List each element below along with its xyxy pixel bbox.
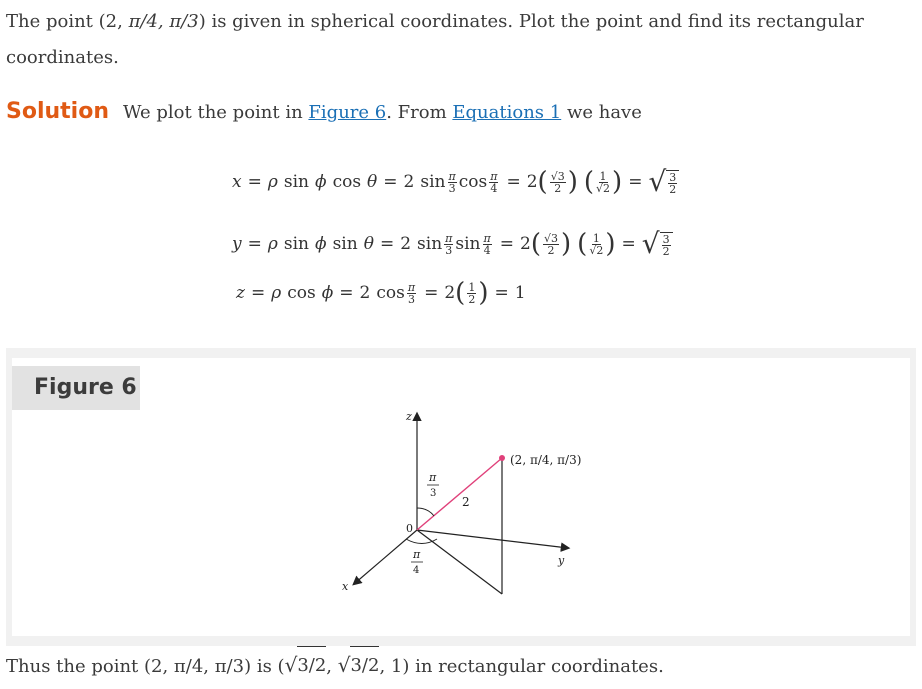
phi-arc: [417, 508, 434, 516]
eq-sign: =: [383, 172, 398, 192]
phi-angle-den: 3: [430, 488, 437, 499]
eq-sign: =: [247, 172, 262, 192]
theta-symbol: θ: [367, 172, 378, 192]
figure-6-frame: [6, 348, 916, 646]
conclusion-text-2: , 1) in rectangular coordinates.: [379, 656, 664, 677]
eq-sign: =: [379, 234, 395, 254]
eq-sign: =: [424, 283, 439, 303]
solution-intro: [6, 94, 642, 131]
pi-over-4: π 4: [490, 169, 498, 195]
problem-statement: [6, 4, 906, 76]
sin-label: sin: [283, 172, 309, 192]
y-axis: [417, 530, 568, 548]
cos-label: cos: [332, 172, 362, 192]
theta-angle-den: 4: [413, 565, 420, 576]
rho-value: 2: [403, 172, 415, 192]
theta-symbol: θ: [363, 234, 374, 254]
coefficient: 2: [526, 172, 538, 192]
sin-label: sin: [417, 234, 443, 254]
sin-label: sin: [420, 172, 446, 192]
rho-symbol: ρ: [271, 283, 282, 303]
rho-symbol: ρ: [267, 234, 278, 254]
x-axis: [354, 530, 420, 584]
eq-sign: =: [628, 172, 643, 192]
one-half: 1 2: [468, 280, 476, 306]
cos-label: cos: [458, 172, 488, 192]
pi-over-3: π 3: [407, 280, 416, 306]
projection-line: [417, 530, 502, 594]
spherical-coords-diagram: [12, 358, 910, 636]
y-var: y: [232, 234, 242, 254]
conclusion-sep: ,: [326, 656, 338, 677]
eq-sign: =: [506, 172, 521, 192]
cos-label: cos: [376, 283, 405, 303]
figure-6-panel: [12, 358, 910, 636]
problem-text-2: ) is given in spherical coordinates. Plot the point and find its rectangular coordinates.: [6, 11, 864, 68]
cos-label: cos: [287, 283, 316, 303]
phi-symbol: ϕ: [321, 283, 334, 303]
solution-text-3: we have: [561, 102, 642, 123]
equation-z: z = ρ cos ϕ = 2 cos π 3 = 2 ( 1 2 ) = 1: [236, 278, 526, 308]
y-axis-label: y: [558, 554, 565, 567]
pi-over-4: π 4: [483, 231, 491, 257]
theta-angle-num: π: [413, 548, 421, 561]
result-sqrt-3-over-2: √ $\frac{3}{2}$: [648, 168, 679, 196]
phi-symbol: ϕ: [314, 172, 327, 192]
problem-text-1: The point (2,: [6, 11, 129, 32]
solution-text-2: . From: [386, 102, 453, 123]
solution-label: Solution: [6, 99, 109, 124]
equations-1-link[interactable]: Equations 1: [452, 102, 562, 123]
eq-sign: =: [250, 283, 266, 303]
eq-sign: =: [339, 283, 354, 303]
pi-over-3: π 3: [445, 231, 453, 257]
rho-symbol: ρ: [267, 172, 278, 192]
eq-sign: =: [247, 234, 262, 254]
coefficient: 2: [444, 283, 456, 303]
z-axis-label: z: [406, 410, 412, 423]
eq-sign: =: [494, 283, 509, 303]
theta-arc: [406, 539, 437, 544]
conclusion-sqrt-1: √ 3/2: [285, 646, 327, 684]
point-marker: [499, 455, 505, 461]
conclusion-radicand-1: 3/2: [297, 646, 326, 684]
solution-text-1: We plot the point in: [123, 102, 309, 123]
rho-value: 2: [359, 283, 371, 303]
one-over-sqrt2: 1 √2: [589, 231, 604, 257]
origin-label: 0: [406, 522, 413, 535]
rho-label: 2: [462, 495, 470, 509]
coefficient: 2: [520, 234, 531, 254]
result-sqrt-3-over-2: √ $\frac{3}{2}$: [642, 230, 673, 258]
conclusion-sqrt-2: √ 3/2: [338, 646, 380, 684]
figure-6-link[interactable]: Figure 6: [308, 102, 387, 123]
eq-sign: =: [621, 234, 636, 254]
x-var: x: [232, 172, 242, 192]
sqrt3-over-2: √3 2: [543, 231, 558, 257]
figure-label: Figure 6: [12, 366, 140, 410]
phi-angle-num: π: [429, 471, 437, 484]
sin-label: sin: [283, 234, 309, 254]
sin-label: sin: [455, 234, 481, 254]
phi-symbol: ϕ: [314, 234, 327, 254]
sin-label: sin: [332, 234, 358, 254]
z-var: z: [236, 283, 245, 303]
pi-over-3: π 3: [448, 169, 456, 195]
x-axis-label: x: [342, 580, 349, 593]
point-label: (2, π/4, π/3): [510, 453, 582, 467]
conclusion: [6, 646, 664, 685]
z-result: 1: [514, 283, 526, 303]
equation-y: y = ρ sin ϕ sin θ = 2 sin π 3 sin π 4 = 2 ( √3 2 ) ( 1 √2 ) = √ $\frac{3}{2}$: [232, 230, 673, 258]
sqrt3-over-2: √3 2: [550, 169, 565, 195]
rho-value: 2: [400, 234, 412, 254]
conclusion-radicand-2: 3/2: [350, 646, 379, 684]
one-over-sqrt2: 1 √2: [596, 169, 611, 195]
problem-coords: π/4, π/3: [128, 11, 199, 32]
eq-sign: =: [499, 234, 514, 254]
conclusion-text-1: Thus the point (2, π/4, π/3) is (: [6, 656, 285, 677]
equation-x: x = ρ sin ϕ cos θ = 2 sin π 3 cos π 4 = 2 ( √3 2 ) ( 1 √2 ) = √ $\frac{3}{2}$: [232, 168, 679, 196]
